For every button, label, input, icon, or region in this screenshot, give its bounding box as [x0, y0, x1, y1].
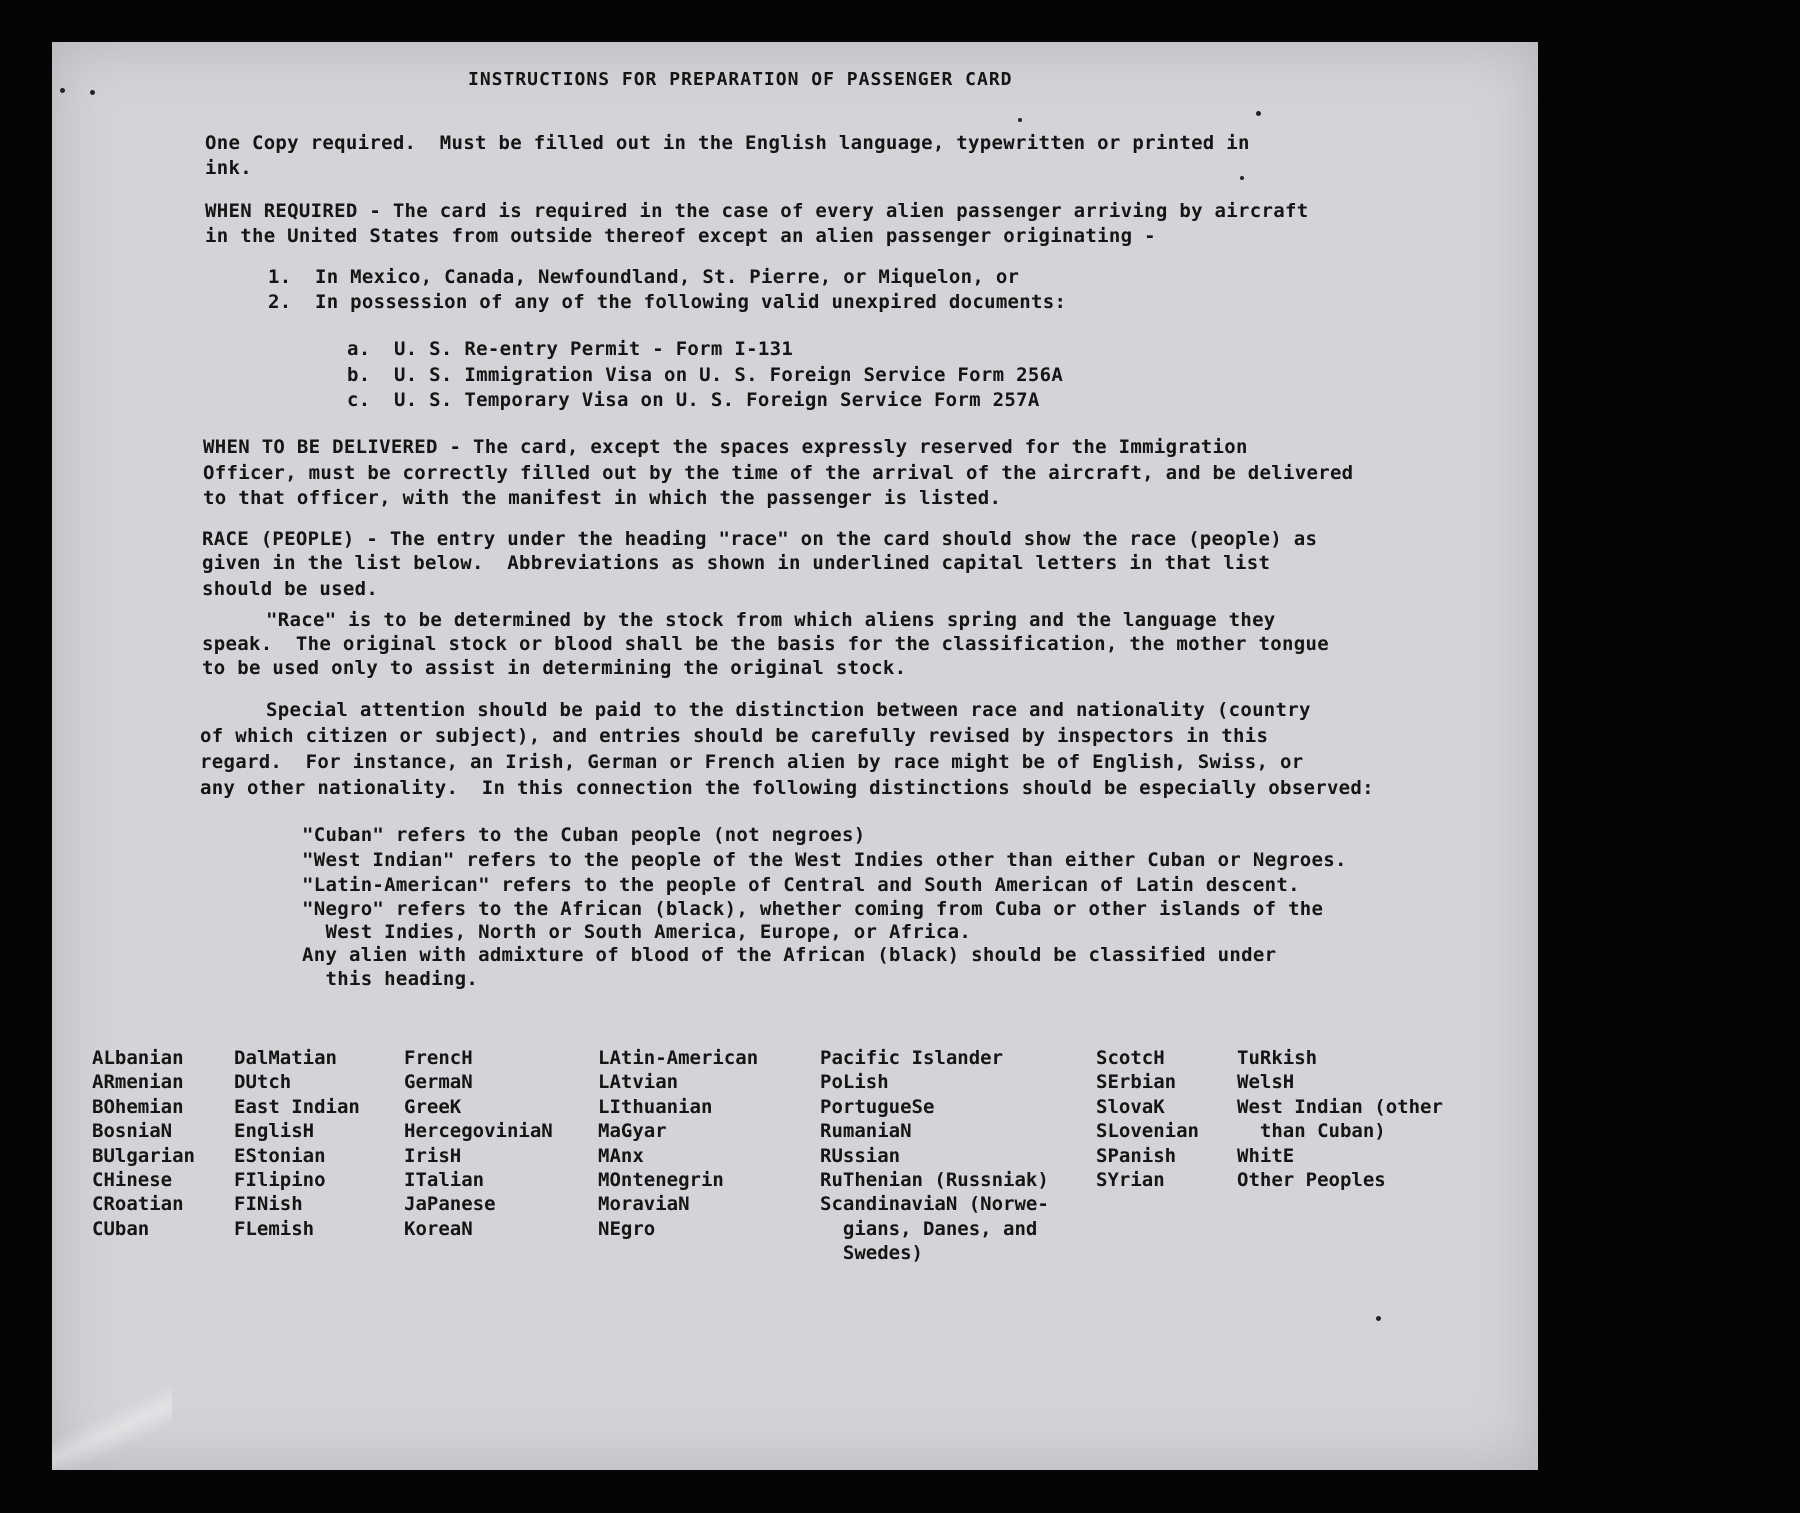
lettered-item: a. U. S. Re-entry Permit - Form I-131: [347, 338, 794, 360]
scan-speck: [1240, 176, 1244, 180]
race-entry: MoraviaN: [598, 1193, 690, 1216]
race-entry: MaGyar: [598, 1120, 667, 1143]
race-entry: ALbanian: [92, 1047, 184, 1069]
race-entry: BosniaN: [92, 1120, 173, 1143]
race-entry: FIlipino: [234, 1169, 326, 1192]
race-entry: SErbian: [1096, 1071, 1177, 1094]
page-title: INSTRUCTIONS FOR PREPARATION OF PASSENGER CARD: [468, 69, 1013, 90]
race-entry: HercegoviniaN: [404, 1120, 553, 1143]
race-entry: DalMatian: [234, 1047, 337, 1069]
when-delivered-line: to that officer, with the manifest in which the passenger is listed.: [203, 487, 1002, 509]
when-delivered-line: Officer, must be correctly filled out by the time of the arrival of the aircraft, and be delivered: [203, 462, 1354, 484]
distinction-line: "West Indian" refers to the people of the West Indies other than either Cuban or Negroes.: [302, 849, 1347, 871]
race-entry: EnglisH: [234, 1120, 315, 1143]
race-entry: ScandinaviaN (Norwe-: [820, 1193, 1049, 1216]
race-entry: ARmenian: [92, 1071, 184, 1094]
race-definition-line: "Race" is to be determined by the stock from which aliens spring and the language they: [266, 609, 1276, 631]
race-entry: than Cuban): [1237, 1120, 1386, 1143]
race-entry: FLemish: [234, 1217, 315, 1240]
race-entry: SLovenian: [1096, 1120, 1199, 1143]
race-definition-line: to be used only to assist in determining the original stock.: [202, 657, 907, 679]
race-list-column: [234, 1046, 360, 1241]
race-entry: FrencH: [404, 1047, 473, 1069]
race-definition-line: speak. The original stock or blood shall be the basis for the classification, the mother tongue: [202, 633, 1329, 655]
race-list-column: [404, 1046, 553, 1241]
special-attention-line: of which citizen or subject), and entries should be carefully revised by inspectors in this: [200, 725, 1269, 747]
lettered-item: c. U. S. Temporary Visa on U. S. Foreign Service Form 257A: [347, 389, 1040, 411]
race-entry: PoLish: [820, 1071, 889, 1094]
race-list-column: [92, 1046, 195, 1241]
when-delivered-line: WHEN TO BE DELIVERED - The card, except the spaces expressly reserved for the Immigration: [203, 436, 1248, 458]
race-list-column: [820, 1046, 1049, 1266]
race-line: given in the list below. Abbreviations as shown in underlined capital letters in that list: [202, 552, 1271, 574]
race-entry: SYrian: [1096, 1169, 1165, 1192]
lettered-item: b. U. S. Immigration Visa on U. S. Foreign Service Form 256A: [347, 364, 1064, 386]
race-entry: MOntenegrin: [598, 1169, 724, 1192]
race-entry: West Indian (other: [1237, 1095, 1443, 1118]
distinction-line: this heading.: [302, 968, 479, 990]
race-entry: BUlgarian: [92, 1144, 195, 1167]
distinction-line: "Cuban" refers to the Cuban people (not negroes): [302, 824, 866, 846]
race-entry: LAtin-American: [598, 1047, 759, 1069]
scan-speck: [60, 88, 65, 93]
race-line: should be used.: [202, 578, 379, 600]
race-entry: TuRkish: [1237, 1047, 1318, 1069]
distinction-line: West Indies, North or South America, Europe, or Africa.: [302, 921, 972, 943]
race-entry: WhitE: [1237, 1144, 1295, 1167]
race-entry: RUssian: [820, 1144, 901, 1167]
race-entry: East Indian: [234, 1095, 360, 1118]
race-entry: LIthuanian: [598, 1095, 713, 1118]
scan-speck: [1256, 111, 1261, 116]
race-entry: NEgro: [598, 1217, 656, 1240]
numbered-item: 2. In possession of any of the following valid unexpired documents:: [268, 291, 1067, 313]
race-entry: LAtvian: [598, 1071, 679, 1094]
when-required-line: WHEN REQUIRED - The card is required in the case of every alien passenger arriving by aircraft: [205, 200, 1309, 222]
scan-speck: [1376, 1316, 1381, 1321]
race-entry: CHinese: [92, 1169, 173, 1192]
race-entry: PortugueSe: [820, 1095, 935, 1118]
race-entry: ITalian: [404, 1169, 485, 1192]
race-entry: DUtch: [234, 1071, 292, 1094]
race-list-column: [1237, 1046, 1443, 1192]
intro-line: One Copy required. Must be filled out in the English language, typewritten or printed in: [205, 132, 1250, 154]
race-entry: Pacific Islander: [820, 1047, 1004, 1069]
race-entry: Swedes): [820, 1242, 923, 1265]
race-entry: gians, Danes, and: [820, 1217, 1038, 1240]
race-entry: WelsH: [1237, 1071, 1295, 1094]
race-entry: FINish: [234, 1193, 303, 1216]
race-entry: Other Peoples: [1237, 1169, 1386, 1192]
race-entry: IrisH: [404, 1144, 462, 1167]
race-list-column: [1096, 1046, 1199, 1192]
special-attention-line: Special attention should be paid to the distinction between race and nationality (country: [266, 699, 1311, 721]
numbered-item: 1. In Mexico, Canada, Newfoundland, St. Pierre, or Miquelon, or: [268, 266, 1020, 288]
folded-corner: [52, 1380, 172, 1470]
distinction-line: "Latin-American" refers to the people of Central and South American of Latin descent.: [302, 874, 1300, 896]
race-entry: SlovaK: [1096, 1095, 1165, 1118]
race-entry: MAnx: [598, 1144, 644, 1167]
race-entry: SPanish: [1096, 1144, 1177, 1167]
race-entry: GreeK: [404, 1095, 462, 1118]
race-list-column: [598, 1046, 758, 1241]
race-entry: RuThenian (Russniak): [820, 1169, 1049, 1192]
distinction-line: Any alien with admixture of blood of the African (black) should be classified under: [302, 944, 1277, 966]
special-attention-line: any other nationality. In this connection the following distinctions should be especially observed:: [200, 777, 1374, 799]
scan-speck: [90, 90, 95, 95]
race-entry: KoreaN: [404, 1217, 473, 1240]
race-entry: CUban: [92, 1217, 150, 1240]
race-line: RACE (PEOPLE) - The entry under the heading "race" on the card should show the race (people) as: [202, 528, 1318, 550]
when-required-line: in the United States from outside thereof except an alien passenger originating -: [205, 225, 1156, 247]
race-entry: RumaniaN: [820, 1120, 912, 1143]
race-entry: EStonian: [234, 1144, 326, 1167]
special-attention-line: regard. For instance, an Irish, German or French alien by race might be of English, Swiss, or: [200, 751, 1304, 773]
race-entry: JaPanese: [404, 1193, 496, 1216]
race-entry: BOhemian: [92, 1095, 184, 1118]
race-entry: GermaN: [404, 1071, 473, 1094]
race-entry: CRoatian: [92, 1193, 184, 1216]
scan-speck: [1018, 118, 1022, 122]
distinction-line: "Negro" refers to the African (black), whether coming from Cuba or other islands of the: [302, 898, 1324, 920]
race-entry: ScotcH: [1096, 1047, 1165, 1069]
intro-line: ink.: [205, 157, 252, 179]
